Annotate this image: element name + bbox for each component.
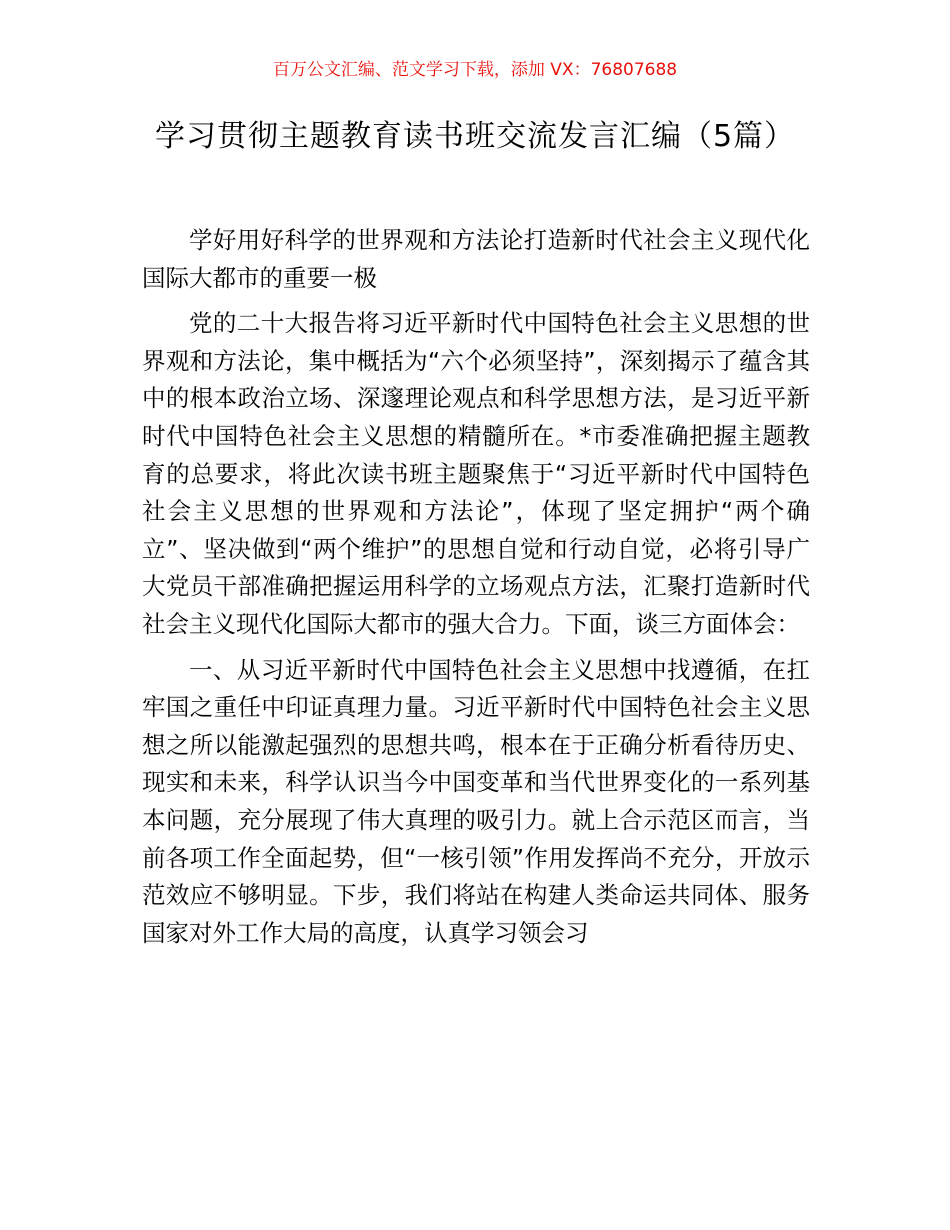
document-subtitle: 学好用好科学的世界观和方法论打造新时代社会主义现代化国际大都市的重要一极 bbox=[142, 226, 810, 292]
header-note: 百万公文汇编、范文学习下载，添加 VX：76807688 bbox=[272, 60, 678, 80]
paragraph-intro: 党的二十大报告将习近平新时代中国特色社会主义思想的世界观和方法论，集中概括为“六个必须坚持”，深刻揭示了蕴含其中的根本政治立场、深邃理论观点和科学思想方法，是习近平新时代中国特色社会主义思想的精髓所在。*市委准确把握主题教育的总要求，将此次读书班主题聚焦于“习近平新时代中国特色社会主义思想的世界观和方法论”，体现了坚定拥护“两个确立”、坚决做到“两个维护”的思想自觉和行动自觉，必将引导广大党员干部准确把握运用科学的立场观点方法，汇聚打造新时代社会主义现代化国际大都市的强大合力。下面，谈三方面体会： bbox=[142, 309, 810, 638]
document-title: 学习贯彻主题教育读书班交流发言汇编（5篇） bbox=[154, 119, 796, 154]
paragraph-section-one: 一、从习近平新时代中国特色社会主义思想中找遵循，在扛牢国之重任中印证真理力量。习近平新时代中国特色社会主义思想之所以能激起强烈的思想共鸣，根本在于正确分析看待历史、现实和未来，科学认识当今中国变革和当代世界变化的一系列基本问题，充分展现了伟大真理的吸引力。就上合示范区而言，当前各项工作全面起势，但“一核引领”作用发挥尚不充分，开放示范效应不够明显。下步，我们将站在构建人类命运共同体、服务国家对外工作大局的高度，认真学习领会习 bbox=[142, 655, 810, 947]
document-body bbox=[142, 222, 810, 952]
